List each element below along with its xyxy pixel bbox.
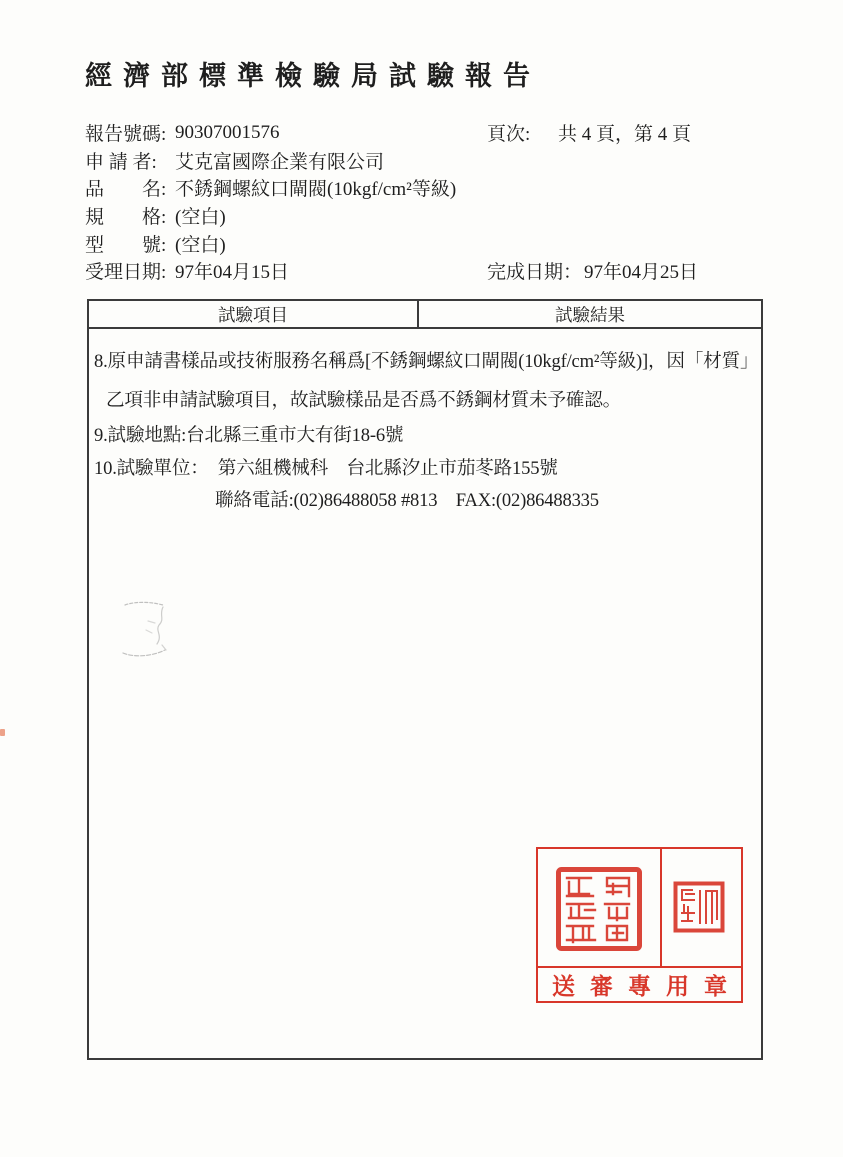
- result-line: 聯絡電話:(02)86488058 #813 FAX:(02)86488335: [215, 490, 599, 511]
- field-value: 97年04月25日: [584, 262, 699, 284]
- field-value: (空白): [175, 234, 226, 256]
- company-seal-icon: [555, 866, 643, 952]
- header-fields: [85, 119, 456, 285]
- field-value: 不銹鋼螺紋口閘閥(10kgf/cm²等級): [175, 179, 457, 201]
- field-value: 90307001576: [175, 121, 280, 143]
- field-label: 規 格:: [85, 207, 167, 229]
- field-label: 受理日期:: [85, 262, 167, 284]
- stamp-cell-officer: [662, 849, 741, 966]
- row-model-number: [85, 229, 456, 257]
- report-title: 經濟部標準檢驗局試驗報告: [85, 61, 541, 91]
- result-line: 乙項非申請試驗項目，故試驗樣品是否爲不銹鋼材質未予確認。: [106, 390, 622, 411]
- row-page-info: [487, 119, 691, 147]
- stamp-seal-area: [538, 849, 741, 966]
- result-line: 9.試驗地點:台北縣三重市大有街18-6號: [94, 425, 404, 446]
- row-report-number: [85, 119, 456, 147]
- scan-smudge: [118, 597, 174, 663]
- field-label: 頁次:: [487, 124, 531, 146]
- field-label: 報告號碼:: [85, 124, 167, 146]
- column-header-test-result: 試驗結果: [555, 304, 625, 325]
- field-value: (空白): [175, 207, 226, 229]
- field-label: 申 請 者:: [85, 151, 157, 173]
- officer-seal-icon: [673, 881, 725, 933]
- results-table-header: [87, 299, 763, 329]
- field-label: 品 名:: [85, 179, 167, 201]
- field-label: 型 號:: [85, 234, 167, 256]
- scan-speck: [0, 729, 5, 736]
- row-product-name: [85, 174, 456, 202]
- row-applicant: [85, 147, 456, 175]
- row-specification: [85, 202, 456, 230]
- stamp-cell-company: [538, 849, 662, 966]
- result-line: 8.原申請書樣品或技術服務名稱爲[不銹鋼螺紋口閘閥(10kgf/cm²等級)]，因「材質」: [94, 351, 759, 372]
- result-line: 10.試驗單位： 第六組機械科 台北縣汐止市茄苳路155號: [94, 458, 558, 479]
- field-value: 共 4 頁，第 4 頁: [558, 124, 692, 146]
- column-header-test-item: 試驗項目: [89, 301, 419, 327]
- submission-stamp: [536, 847, 743, 1003]
- stamp-caption: 送審專用章: [538, 966, 741, 1001]
- row-completion-date: [487, 257, 698, 285]
- field-label: 完成日期：: [487, 262, 583, 284]
- row-received-date: [85, 257, 456, 285]
- field-value: 97年04月15日: [175, 262, 290, 284]
- field-value: 艾克富國際企業有限公司: [175, 151, 385, 173]
